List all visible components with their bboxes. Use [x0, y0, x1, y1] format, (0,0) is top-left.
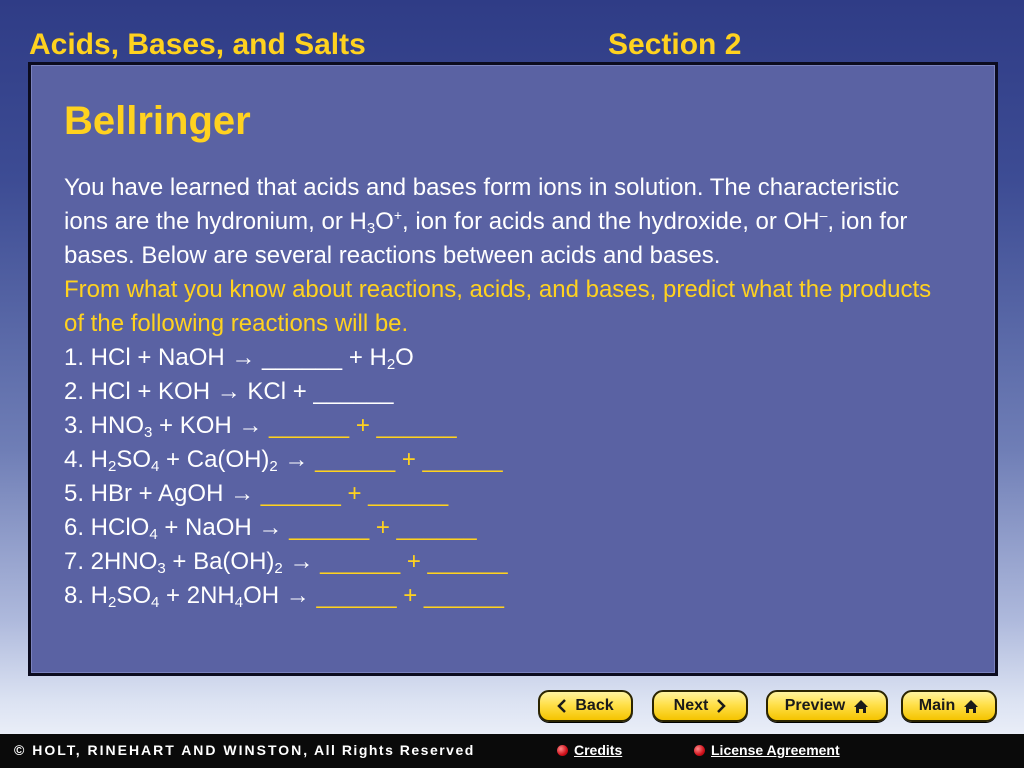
reaction-text: 8. H	[64, 582, 109, 609]
subscript: 3	[144, 424, 153, 441]
reaction-6	[64, 511, 944, 545]
footer	[0, 734, 1024, 768]
arrow-icon: →	[289, 548, 314, 575]
reaction-2	[64, 375, 944, 409]
reaction-blanks: ______ + ______	[282, 514, 477, 541]
license-label: License Agreement	[711, 742, 840, 758]
reaction-blanks: ______ + ______	[254, 480, 449, 507]
superscript: –	[819, 207, 828, 223]
reaction-text: 1. HCl + NaOH	[64, 344, 232, 371]
subscript: 3	[157, 560, 166, 577]
main-button[interactable]	[901, 690, 997, 722]
license-agreement-link[interactable]	[694, 742, 840, 758]
chapter-title: Acids, Bases, and Salts	[29, 28, 366, 61]
reaction-text: + Ca(OH)	[159, 446, 270, 473]
reaction-text: 2. HCl + KOH	[64, 378, 217, 405]
subscript: 2	[108, 458, 117, 475]
preview-button[interactable]	[766, 690, 888, 722]
reaction-text: O	[395, 344, 414, 371]
credits-label: Credits	[574, 742, 623, 758]
home-icon	[853, 699, 869, 714]
next-button[interactable]	[652, 690, 748, 722]
intro-text-1: You have learned that acids and bases form ions in solution. The characteristic ions are the hydronium, or H	[64, 174, 900, 235]
intro-text-o: O	[375, 208, 394, 235]
reaction-text: 6. HClO	[64, 514, 150, 541]
bullet-dot-icon	[557, 745, 568, 756]
reaction-4	[64, 443, 944, 477]
arrow-icon: →	[258, 514, 283, 541]
reaction-text: OH	[243, 582, 286, 609]
reaction-text: + NaOH	[157, 514, 259, 541]
reaction-text: KCl + ______	[240, 378, 394, 405]
arrow-icon: →	[238, 412, 263, 439]
copyright-holder: © HOLT, RINEHART AND WINSTON,	[14, 742, 310, 758]
intro-paragraph	[64, 171, 944, 273]
subscript: 2	[274, 560, 283, 577]
reaction-blanks: ______ + ______	[309, 582, 504, 609]
credits-link[interactable]	[557, 742, 622, 758]
back-button[interactable]	[538, 690, 633, 722]
reaction-text: + 2NH	[159, 582, 235, 609]
slide-title: Bellringer	[64, 99, 251, 143]
reaction-5	[64, 477, 944, 511]
reaction-text: + KOH	[152, 412, 239, 439]
subscript: 4	[234, 594, 244, 611]
copyright-notice	[14, 742, 475, 758]
reaction-blanks: ______ + ______	[308, 446, 503, 473]
subscript: 2	[269, 458, 278, 475]
reaction-text: SO	[116, 582, 152, 609]
intro-text-3: , ion for bases. Below are several reactions between acids and bases.	[64, 208, 908, 269]
arrow-icon: →	[230, 480, 255, 507]
subscript: 3	[366, 220, 376, 237]
subscript: 2	[108, 594, 117, 611]
subscript: 4	[151, 594, 160, 611]
section-label: Section 2	[608, 28, 742, 61]
reaction-text: + Ba(OH)	[165, 548, 275, 575]
chevron-left-icon	[557, 699, 567, 713]
prompt-paragraph: From what you know about reactions, acids, and bases, predict what the products of the following reactions will be.	[64, 276, 932, 337]
intro-text-2: , ion for acids and the hydroxide, or OH	[402, 208, 820, 235]
arrow-icon: →	[284, 446, 309, 473]
reaction-8	[64, 579, 944, 613]
superscript: +	[393, 207, 403, 223]
content-panel	[28, 62, 998, 676]
preview-label: Preview	[784, 697, 846, 714]
reaction-text: 3. HNO	[64, 412, 145, 439]
chevron-right-icon	[716, 699, 726, 713]
arrow-icon: →	[285, 582, 310, 609]
back-label: Back	[575, 697, 614, 714]
subscript: 4	[149, 526, 158, 543]
reaction-text: 5. HBr + AgOH	[64, 480, 231, 507]
reaction-3	[64, 409, 944, 443]
reaction-text: ______ + H	[255, 344, 387, 371]
arrow-icon: →	[216, 378, 241, 405]
home-icon	[963, 699, 979, 714]
slide-body	[64, 171, 944, 613]
reaction-7	[64, 545, 944, 579]
arrow-icon: →	[231, 344, 256, 371]
reaction-blanks: ______ + ______	[262, 412, 457, 439]
main-label: Main	[918, 697, 956, 714]
header	[0, 26, 1024, 66]
subscript: 2	[386, 356, 396, 373]
reaction-text: 7. 2HNO	[64, 548, 158, 575]
reaction-1	[64, 341, 944, 375]
rights-text: All Rights Reserved	[309, 742, 475, 758]
reaction-blanks: ______ + ______	[313, 548, 508, 575]
bullet-dot-icon	[694, 745, 705, 756]
reaction-text: 4. H	[64, 446, 109, 473]
next-label: Next	[673, 697, 709, 714]
reaction-text: SO	[116, 446, 152, 473]
subscript: 4	[151, 458, 160, 475]
